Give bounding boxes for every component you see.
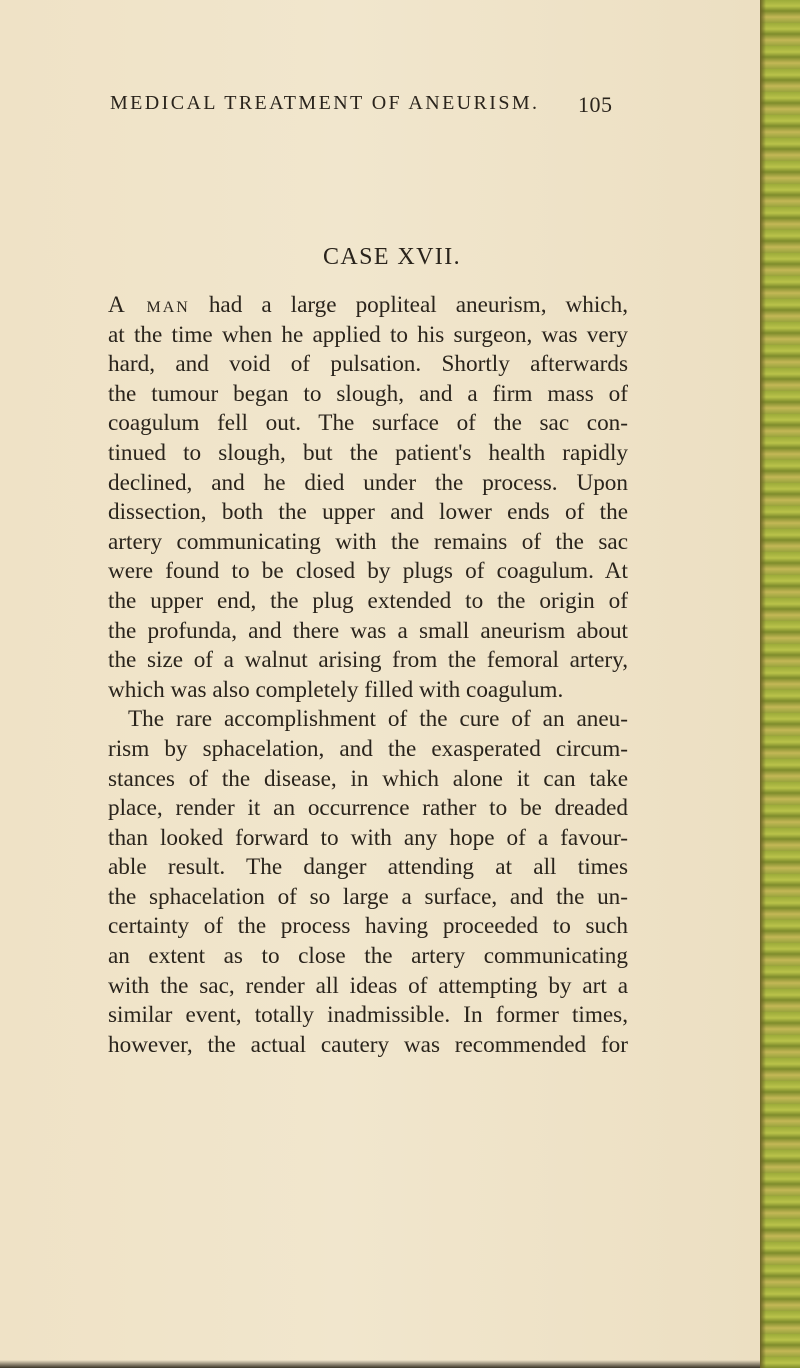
book-fore-edge (760, 0, 800, 1368)
text-line: the size of a walnut arising from the femoral artery, (108, 647, 628, 674)
text-line: A man had a large popliteal aneurism, which, (108, 292, 628, 318)
body-text (108, 291, 628, 1060)
text-line: The rare accomplishment of the cure of an aneu- (128, 706, 628, 733)
text-line: able result. The danger attending at all times (108, 854, 628, 881)
case-heading: CASE XVII. (323, 244, 461, 270)
text-line: tinued to slough, but the patient's health rapidly (108, 439, 628, 466)
text-line: similar event, totally inadmissible. In former times, (108, 1002, 628, 1029)
text-line: at the time when he applied to his surgeon, was very (108, 321, 628, 348)
lead-in-small-caps: A man (108, 292, 190, 318)
page-bottom-shadow (0, 1360, 760, 1368)
text-line: however, the actual cautery was recommended for (108, 1031, 628, 1058)
running-head (110, 92, 630, 115)
page-number: 105 (578, 92, 613, 117)
text-line: stances of the disease, in which alone it can take (108, 765, 628, 792)
text-line: coagulum fell out. The surface of the sac con- (108, 410, 628, 437)
text-line: rism by sphacelation, and the exasperated circum- (108, 735, 628, 762)
text-line: which was also completely filled with coagulum. (108, 676, 564, 703)
text-line: certainty of the process having proceeded to such (108, 913, 628, 940)
text-line: the sphacelation of so large a surface, and the un- (108, 883, 628, 910)
text-line: the profunda, and there was a small aneurism about (108, 617, 628, 644)
text-line: declined, and he died under the process. Upon (108, 469, 628, 496)
text-line: the upper end, the plug extended to the origin of (108, 587, 628, 614)
text-line: hard, and void of pulsation. Shortly afterwards (108, 351, 628, 378)
text-line: with the sac, render all ideas of attempting by art a (108, 972, 628, 999)
text-line: than looked forward to with any hope of a favour- (108, 824, 628, 851)
text-line: artery communicating with the remains of the sac (108, 528, 628, 555)
text-line: an extent as to close the artery communicating (108, 943, 628, 970)
text-line: were found to be closed by plugs of coagulum. At (108, 558, 628, 585)
text-line: dissection, both the upper and lower ends of the (108, 499, 628, 526)
text-line: the tumour began to slough, and a firm mass of (108, 380, 628, 407)
text-line: place, render it an occurrence rather to be dreaded (108, 795, 628, 822)
running-title: MEDICAL TREATMENT OF ANEURISM. (110, 92, 540, 114)
